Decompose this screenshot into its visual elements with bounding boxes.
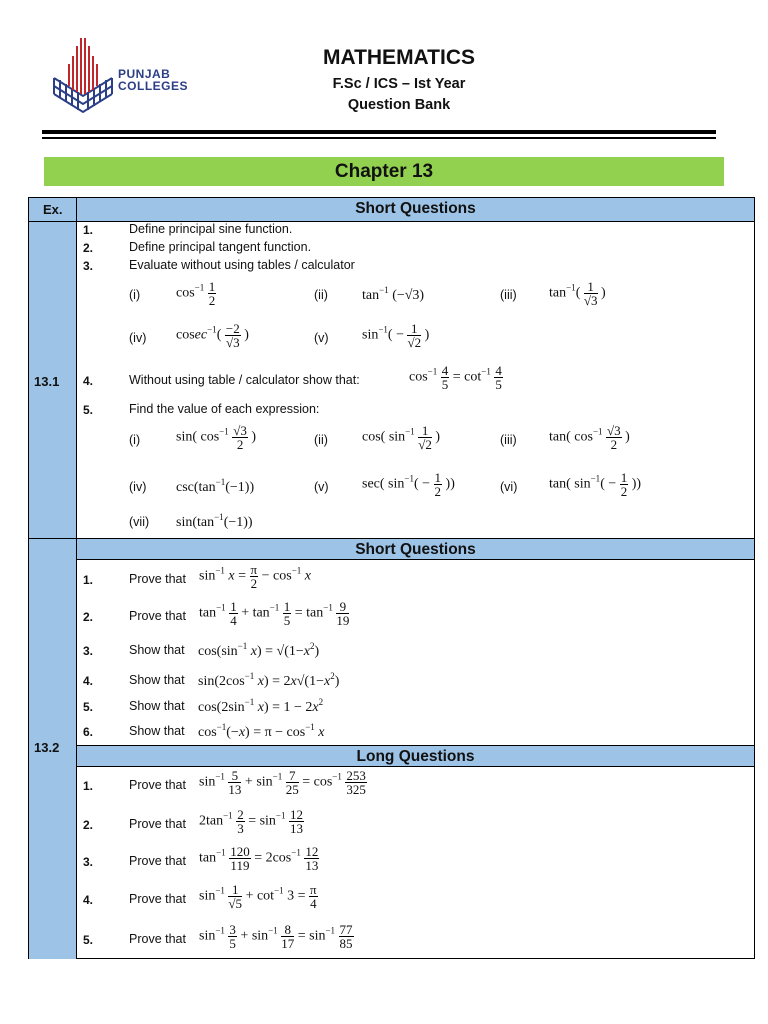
math-expression: $\sin^{-1}$ $\frac{3}{5}$ + $\sin^{-1}$ $\frac{8}{17}$ = $\sin^{-1}$ $\frac{77}{85}$: [199, 922, 353, 951]
chapter-banner: Chapter 13: [44, 157, 724, 186]
math-expression: cosec$^{-1}$( $\frac{-2}{√3}$ ): [176, 321, 249, 350]
logo-line2: COLLEGES: [118, 79, 189, 93]
q-number: 4.: [83, 893, 94, 907]
math-expression: $2\tan^{-1}$ $\frac{2}{3}$ = $\sin^{-1}$ $\frac{12}{13}$: [199, 807, 303, 836]
prove-text: Prove that: [129, 854, 186, 868]
math-expression: $\sin^{-1} x$ = $\frac{\pi}{2}$ − $\cos^{-1} x$: [199, 562, 311, 591]
item-label: (i): [129, 288, 141, 302]
item-label: (iii): [500, 433, 517, 447]
page-subtitle: F.Sc / ICS – Ist Year: [332, 76, 466, 92]
item-label: (iv): [129, 480, 147, 494]
q-number: 2.: [83, 610, 94, 624]
prove-text: Prove that: [129, 778, 186, 792]
math-expression: $\cos^{-1}(-x) = \pi - \cos^{-1} x$: [198, 722, 325, 740]
math-expression: $\sin^{-1}$( − $\frac{1}{√2}$ ): [362, 321, 430, 350]
math-expression: tan( $\cos^{-1}$ $\frac{√3}{2}$ ): [549, 423, 630, 452]
math-expression: $\sin^{-1}$ $\frac{1}{√5}$ + $\cot^{-1} 3$ = $\frac{\pi}{4}$: [199, 882, 317, 911]
q-number: 6.: [83, 725, 94, 739]
math-expression: $\tan^{-1} (-√3)$: [362, 285, 425, 303]
header-rule-thin: [42, 137, 716, 139]
question-text: Without using table / calculator show that:: [129, 373, 360, 387]
exercise-label-13-2: 13.2: [34, 740, 60, 755]
math-expression: $\cos(\sin^{-1}$ $x) = √(1-x^2)$: [198, 641, 320, 659]
q-number: 1.: [83, 573, 94, 587]
math-expression: sin( $\cos^{-1}$ $\frac{√3}{2}$ ): [176, 423, 257, 452]
math-expression: $\sin(\tan^{-1}(-1))$: [176, 512, 253, 530]
item-label: (ii): [314, 288, 328, 302]
math-expression: tan( $\sin^{-1}$( − $\frac{1}{2}$ )): [549, 470, 642, 499]
show-text: Show that: [129, 699, 185, 713]
ex-column-fill: [29, 198, 76, 959]
page-subtitle-2: Question Bank: [347, 97, 451, 113]
math-expression: $\cos^{-1}$ $\frac{1}{2}$: [176, 279, 216, 308]
question-text: Define principal sine function.: [129, 222, 293, 236]
math-expression: cos( $\sin^{-1}$ $\frac{1}{√2}$ ): [362, 423, 441, 452]
page-title: MATHEMATICS: [322, 46, 476, 69]
prove-text: Prove that: [129, 572, 186, 586]
math-expression: $\tan^{-1}$( $\frac{1}{√3}$ ): [549, 279, 606, 308]
math-expression: $\cos^{-1}$ $\frac{4}{5}$ = $\cot^{-1}$ $\frac{4}{5}$: [409, 363, 502, 392]
item-label: (v): [314, 331, 329, 345]
math-expression: $\tan^{-1}$ $\frac{1}{4}$ + $\tan^{-1}$ $\frac{1}{5}$ = $\tan^{-1}$ $\frac{9}{19}$: [199, 599, 350, 628]
prove-text: Prove that: [129, 892, 186, 906]
show-text: Show that: [129, 724, 185, 738]
q-number: 5.: [83, 700, 94, 714]
exercise-label-13-1: 13.1: [34, 374, 60, 389]
q-number: 1.: [83, 779, 94, 793]
item-label: (vi): [500, 480, 518, 494]
section-header-short-2: Short Questions: [77, 538, 754, 560]
show-text: Show that: [129, 673, 185, 687]
section-header-short-1: Short Questions: [355, 200, 476, 217]
column-divider: [76, 198, 77, 958]
item-label: (iii): [500, 288, 517, 302]
math-expression: $\sin^{-1}$ $\frac{5}{13}$ + $\sin^{-1}$ $\frac{7}{25}$ = $\cos^{-1}$ $\frac{253}{325}$: [199, 768, 366, 797]
header-rule-thick: [42, 130, 716, 134]
logo-line1: PUNJAB: [118, 67, 171, 81]
prove-text: Prove that: [129, 932, 186, 946]
q-number: 5.: [83, 403, 94, 417]
prove-text: Prove that: [129, 817, 186, 831]
q-number: 4.: [83, 674, 94, 688]
math-expression: sec( $\sin^{-1}$( − $\frac{1}{2}$ )): [362, 470, 455, 499]
q-number: 1.: [83, 223, 94, 237]
math-expression: $\csc(\tan^{-1}(-1))$: [176, 477, 255, 495]
math-expression: $\sin(2\cos^{-1}$ $x) = 2x√(1-x^2)$: [198, 671, 340, 689]
section-header-long: Long Questions: [77, 745, 754, 767]
q-number: 3.: [83, 644, 94, 658]
math-expression: $\cos(2\sin^{-1}$ $x) = 1 - 2x^2$: [198, 697, 324, 715]
q-number: 4.: [83, 374, 94, 388]
item-label: (vii): [129, 515, 150, 529]
q-number: 2.: [83, 241, 94, 255]
item-label: (i): [129, 433, 141, 447]
ex-column-header: Ex.: [43, 202, 63, 217]
q-number: 3.: [83, 855, 94, 869]
question-text: Evaluate without using tables / calculator: [129, 258, 355, 272]
q-number: 3.: [83, 259, 94, 273]
item-label: (iv): [129, 331, 147, 345]
question-text: Define principal tangent function.: [129, 240, 312, 254]
q-number: 5.: [83, 933, 94, 947]
item-label: (ii): [314, 433, 328, 447]
question-text: Find the value of each expression:: [129, 402, 320, 416]
show-text: Show that: [129, 643, 185, 657]
math-expression: $\tan^{-1}$ $\frac{120}{119}$ = $2\cos^{-1}$ $\frac{12}{13}$: [199, 844, 319, 873]
prove-text: Prove that: [129, 609, 186, 623]
item-label: (v): [314, 480, 329, 494]
q-number: 2.: [83, 818, 94, 832]
